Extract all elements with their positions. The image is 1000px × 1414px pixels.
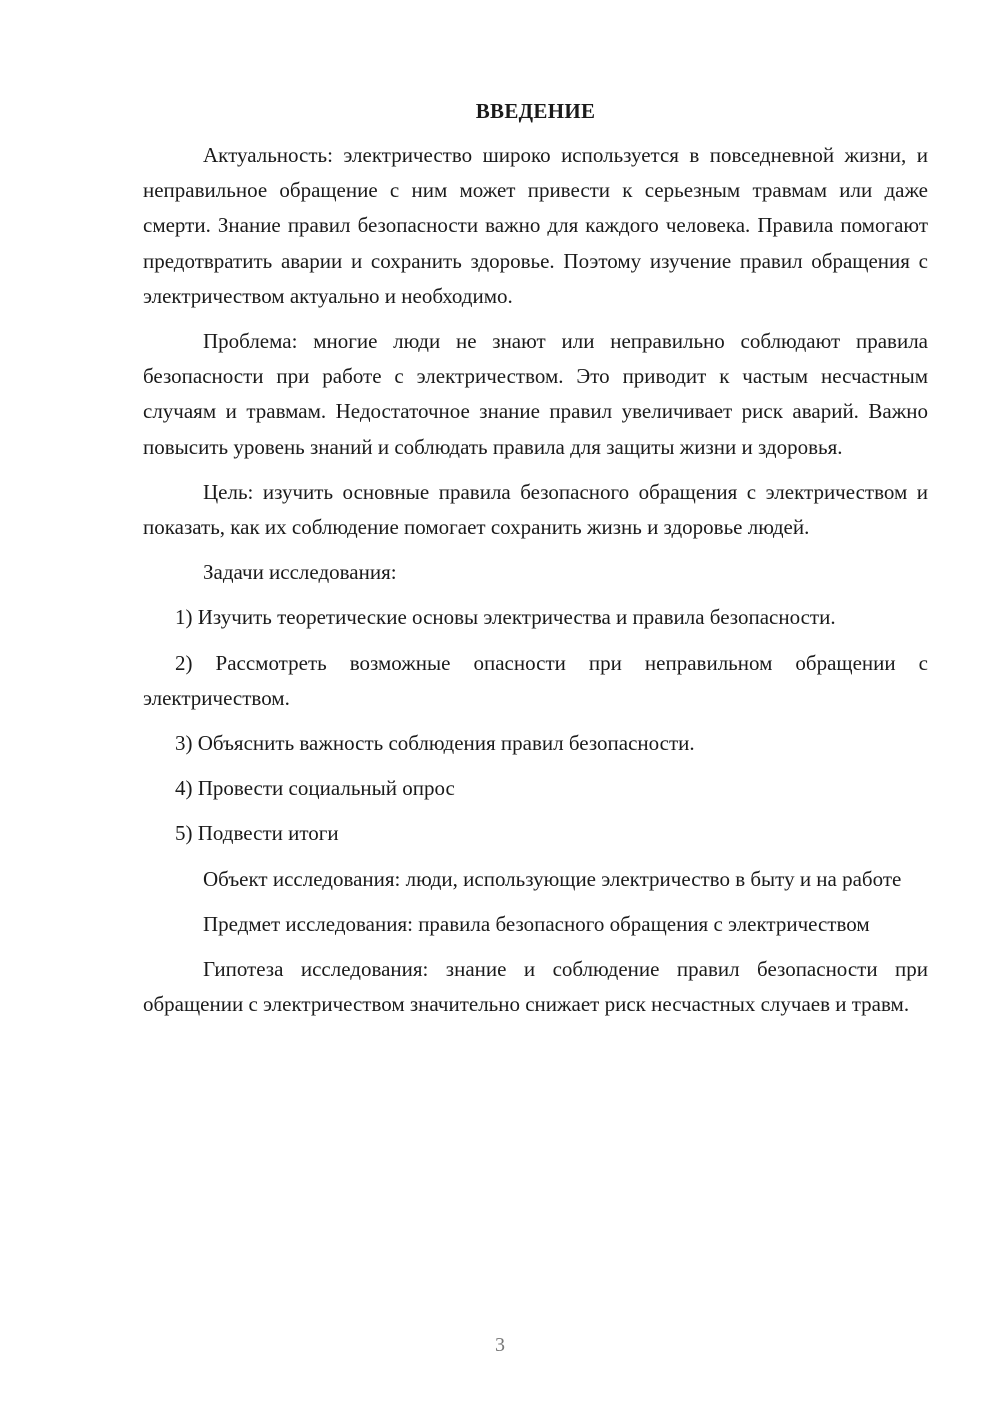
task-item-3: 3) Объяснить важность соблюдения правил безопасности. xyxy=(175,731,695,756)
document-body xyxy=(143,96,928,1032)
tasks-heading-paragraph: Задачи исследования: xyxy=(203,560,397,585)
section-heading: ВВЕДЕНИЕ xyxy=(475,99,596,123)
task-item-1: 1) Изучить теоретические основы электричества и правила безопасности. xyxy=(175,605,836,630)
hypothesis-paragraph: Гипотеза исследования: знание и соблюдение правил безопасности при обращении с электричеством значительно снижает риск несчастных случаев и травм. xyxy=(143,957,928,1017)
problem-paragraph: Проблема: многие люди не знают или неправильно соблюдают правила безопасности при работе с электричеством. Это приводит к частым несчастным случаям и травмам. Недостаточное знание правил увеличивает риск аварий. Важно повысить уровень знаний и соблюдать правила для защиты жизни и здоровья. xyxy=(143,329,928,459)
subject-paragraph: Предмет исследования: правила безопасного обращения с электричеством xyxy=(203,911,870,936)
task-item-5: 5) Подвести итоги xyxy=(175,821,339,846)
task-item-2: 2) Рассмотреть возможные опасности при неправильном обращении с электричеством. xyxy=(143,650,928,710)
relevance-paragraph: Актуальность: электричество широко используется в повседневной жизни, и неправильное обращение с ним может привести к серьезным травмам или даже смерти. Знание правил безопасности важно для каждого человека. Правила помогают предотвратить аварии и сохранить здоровье. Поэтому изучение правил обращения с электричеством актуально и необходимо. xyxy=(143,143,928,308)
goal-paragraph: Цель: изучить основные правила безопасного обращения с электричеством и показать, как их соблюдение помогает сохранить жизнь и здоровье людей. xyxy=(143,479,928,540)
task-item-4: 4) Провести социальный опрос xyxy=(175,776,455,801)
object-paragraph: Объект исследования: люди, использующие электричество в быту и на работе xyxy=(203,866,902,891)
page-number: 3 xyxy=(495,1334,505,1356)
